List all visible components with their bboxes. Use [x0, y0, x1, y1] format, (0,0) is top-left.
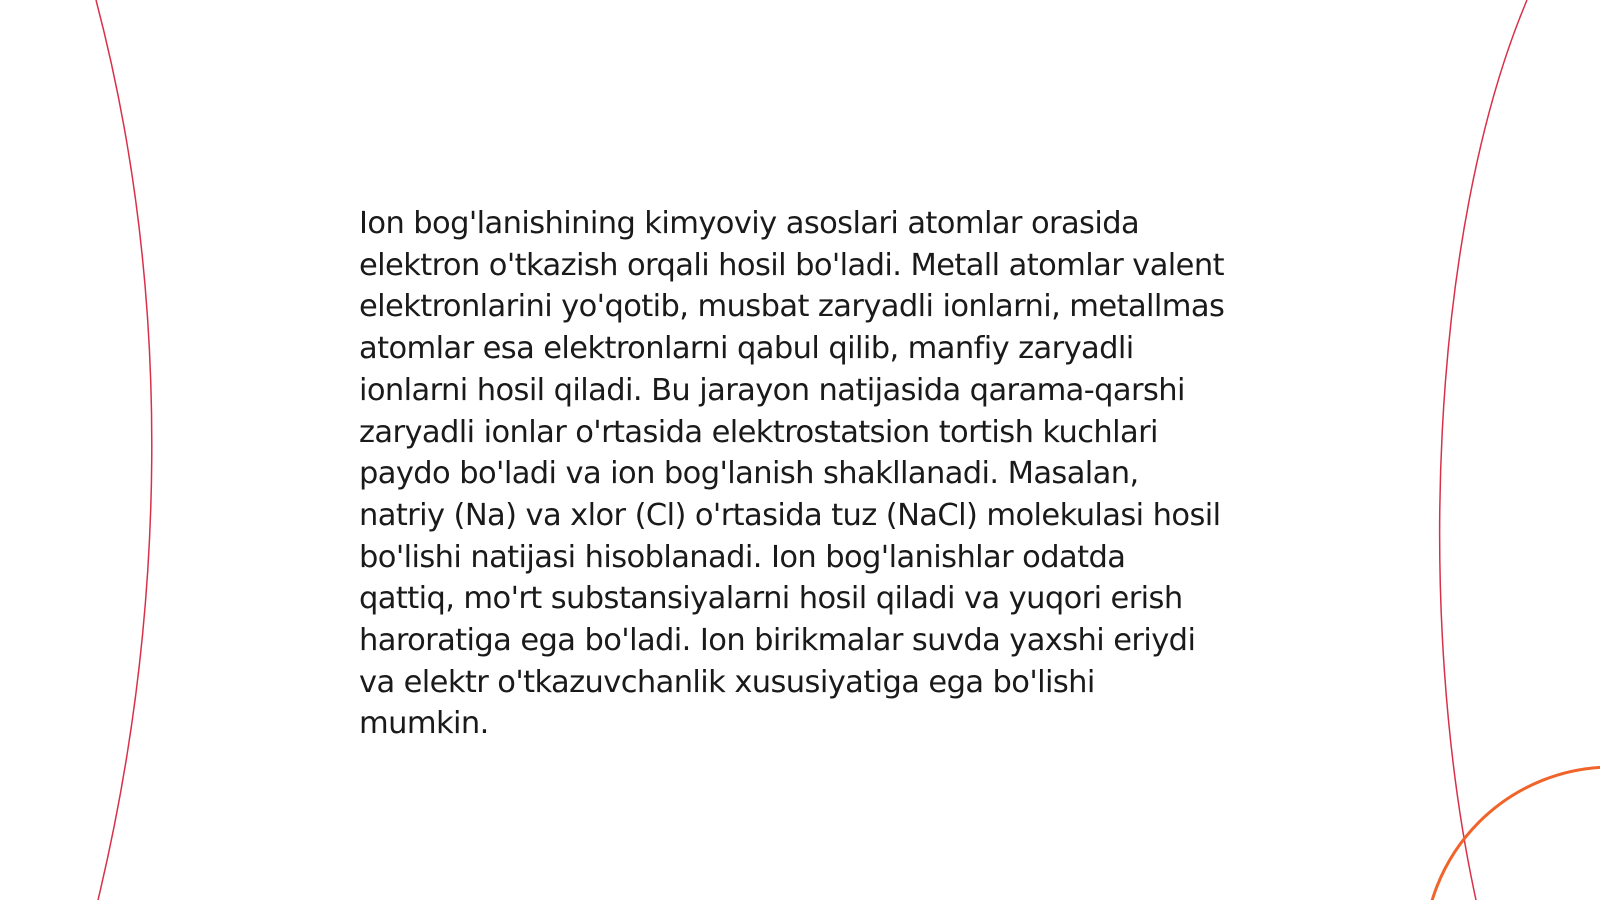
right-curve-line — [1440, 0, 1527, 900]
left-curve-line — [96, 0, 152, 900]
body-paragraph: Ion bog'lanishining kimyoviy asoslari atomlar orasida elektron o'tkazish orqali hosil bo'ladi. Metall atomlar valent elektronlarini yo'qotib, musbat zaryadli ionlarni, metallmas atomlar esa elektronlarni qabul qilib, manfiy zaryadli ionlarni hosil qiladi. Bu jarayon natijasida qarama-qarshi zaryadli ionlar o'rtasida elektrostatsion tortish kuchlari paydo bo'ladi va ion bog'lanish shakllanadi. Masalan, natriy (Na) va xlor (Cl) o'rtasida tuz (NaCl) molekulasi hosil bo'lishi natijasi hisoblanadi. Ion bog'lanishlar odatda qattiq, mo'rt substansiyalarni hosil qiladi va yuqori erish haroratiga ega bo'ladi. Ion birikmalar suvda yaxshi eriydi va elektr o'tkazuvchanlik xususiyatiga ega bo'lishi mumkin. — [359, 206, 1225, 742]
orange-accent-arc — [1424, 767, 1600, 900]
